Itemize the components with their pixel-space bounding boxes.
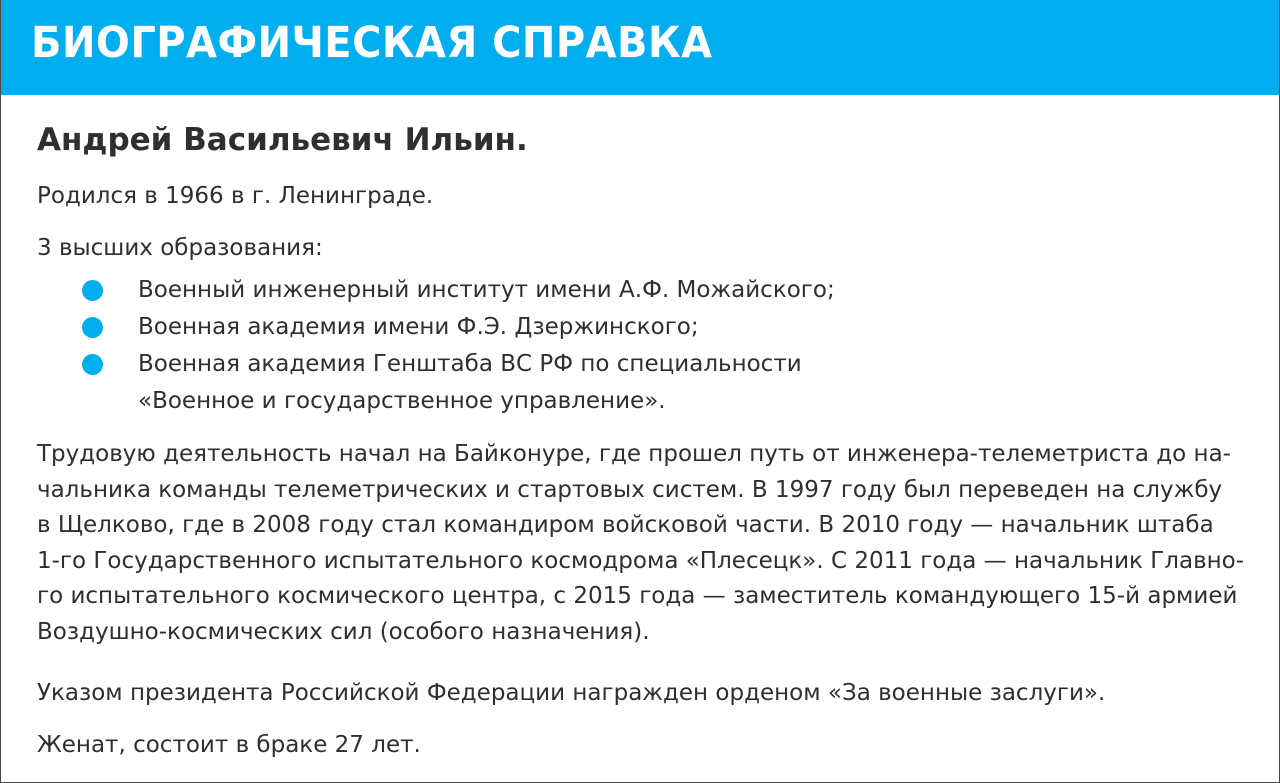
education-item-text-continued: «Военное и государственное управление». xyxy=(138,388,666,414)
bullet-icon xyxy=(82,354,103,375)
education-item-text: Военная академия имени Ф.Э. Дзержинского; xyxy=(138,314,699,340)
career-paragraph xyxy=(37,437,1244,650)
family-info: Женат, состоит в браке 27 лет. xyxy=(37,732,421,758)
header-bar xyxy=(1,0,1279,95)
career-line: в Щелково, где в 2008 году стал командиром войсковой части. В 2010 году — начальник штаба xyxy=(37,512,1214,538)
list-item xyxy=(82,309,835,346)
education-item-text: Военный инженерный институт имени А.Ф. Можайского; xyxy=(138,277,835,303)
career-line: 1-го Государственного испытательного космодрома «Плесецк». С 2011 года — начальник Главно- xyxy=(37,547,1245,574)
career-line: Трудовую деятельность начал на Байконуре, где прошел путь от инженера-телеметриста до на- xyxy=(37,441,1231,467)
award-info: Указом президента Российской Федерации награжден орденом «За военные заслуги». xyxy=(37,680,1106,706)
education-item-text: Военная академия Генштаба ВС РФ по специальности xyxy=(138,351,802,377)
birth-info: Родился в 1966 в г. Ленинграде. xyxy=(37,183,434,209)
list-item xyxy=(82,272,835,309)
bullet-icon xyxy=(82,280,103,301)
career-line: го испытательного космического центра, с 2015 года — заместитель командующего 15-й армией xyxy=(37,583,1238,609)
career-line: Воздушно-космических сил (особого назначения). xyxy=(37,618,650,645)
education-heading: 3 высших образования: xyxy=(37,235,323,261)
list-item xyxy=(82,346,835,420)
career-line: чальника команды телеметрических и стартовых систем. В 1997 году был переведен на службу xyxy=(37,476,1223,503)
person-name: Андрей Васильевич Ильин. xyxy=(37,122,528,158)
education-list xyxy=(82,272,835,420)
bullet-icon xyxy=(82,317,103,338)
page-title: БИОГРАФИЧЕСКАЯ СПРАВКА xyxy=(31,18,713,68)
